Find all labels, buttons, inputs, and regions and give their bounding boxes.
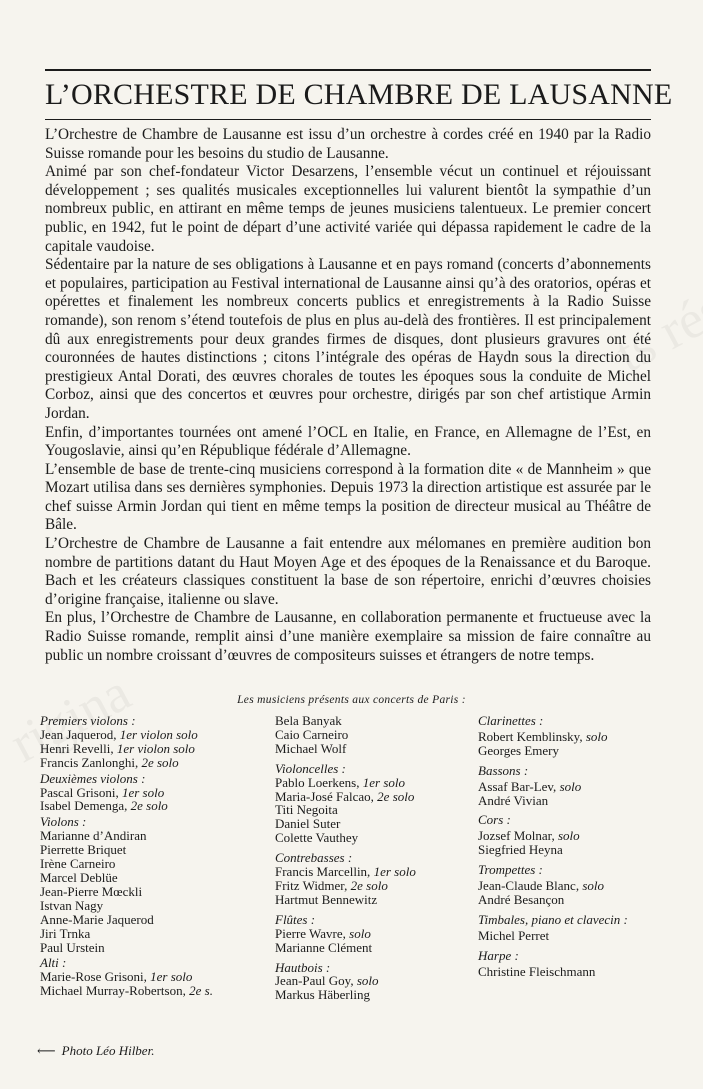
paragraph: L’ensemble de base de trente-cinq musiciens correspond à la formation dite « de Mannheim » que Mozart utilisa dans ses dernières symphonies. Depuis 1973 la direction artistique est assurée par le chef suisse Armin Jordan qui tient en même temps la position de directeur musical au Théâtre de Bâle. [45, 460, 651, 534]
musician-name: Francis Marcellin, [275, 864, 374, 880]
musician-name: Jean-Claude Blanc, [478, 878, 583, 894]
musicians-heading: Les musiciens présents aux concerts de Paris : [237, 694, 466, 706]
musician-name: Michael Wolf [275, 740, 347, 756]
musician [478, 929, 678, 943]
section-title: Trompettes : [478, 862, 543, 878]
musician-name: Markus Häberling [275, 987, 370, 1003]
section-alti-continued [275, 714, 475, 756]
section-hautbois [275, 961, 475, 1003]
musician-name: Assaf Bar-Lev, [478, 778, 560, 794]
musician-role: solo [585, 728, 608, 744]
section-violons [40, 815, 275, 954]
musician [275, 776, 475, 790]
musician-role: 1er violon solo [116, 740, 195, 756]
musician [478, 965, 678, 979]
section-deuxiemes-violons [40, 772, 275, 814]
musician-name: Marie-Rose Grisoni, [40, 969, 151, 985]
section-title: Violons : [40, 814, 87, 830]
musician [275, 831, 475, 845]
musician-name: André Vivian [478, 792, 549, 808]
musician-role: 2e solo [377, 788, 415, 804]
musician-name: Maria-José Falcao, [275, 788, 378, 804]
musician-name: Francis Zanlonghi, [40, 754, 142, 770]
left-arrow-icon: ⟵ [37, 1043, 56, 1058]
musician [478, 879, 678, 893]
musician [275, 988, 475, 1002]
section-title: Deuxièmes violons : [40, 770, 146, 786]
section-violoncelles [275, 762, 475, 845]
musician-role: 1er violon solo [119, 726, 198, 742]
musician [478, 794, 678, 808]
section-title: Timbales, piano et clavecin : [478, 911, 628, 927]
page-title: L’ORCHESTRE DE CHAMBRE DE LAUSANNE [45, 78, 673, 111]
musician [275, 893, 475, 907]
musician [478, 893, 678, 907]
section-cors [478, 813, 678, 857]
section-title: Premiers violons : [40, 713, 136, 728]
musician [40, 728, 275, 742]
musician-role: 1er solo [150, 969, 193, 985]
musician-name: Pierre Wavre, [275, 925, 350, 941]
musician [478, 829, 678, 843]
musician-role: 2e solo [350, 877, 388, 893]
photo-credit [37, 1043, 154, 1059]
musician [40, 742, 275, 756]
musician-name: Jean Jaquerod, [40, 726, 120, 742]
section-title: Cors : [478, 812, 511, 828]
section-alti [40, 956, 275, 998]
paragraph: Sédentaire par la nature de ses obligations à Lausanne et en pays romand (concerts d’abonnements et populaires, participation au Festival international de Lausanne ainsi qu’à des oratorios, opéras et opérettes et finalement les nombreux concerts publics et enregistrements à la Radio Suisse romande), son renom s’étend toutefois de plus en plus au-delà des frontières. Il est principalement dû aux enregistrements pour deux grandes firmes de disques, dont plusieurs gravures ont été couronnées de hautes distinctions ; citons l’intégrale des opéras de Haydn sous la direction du prestigieux Antal Dorati, des œuvres chorales de toutes les époques sous la conduite de Michel Corboz, ainsi que des concertos et œuvres pour orchestre, dirigés par son chef artistique Armin Jordan. [45, 256, 651, 422]
musician-role: solo [582, 878, 604, 894]
musician [40, 786, 275, 800]
musician-name: Anne-Marie Jaquerod [40, 911, 154, 927]
top-rule [45, 69, 651, 71]
section-title: Clarinettes : [478, 713, 544, 728]
musician [275, 941, 475, 955]
musicians-column-3 [478, 714, 678, 979]
musician [275, 879, 475, 893]
title-underline [45, 119, 651, 120]
section-contrebasses [275, 851, 475, 907]
musician-role: solo [558, 828, 580, 844]
section-title: Contrebasses : [275, 850, 353, 866]
section-flutes [275, 913, 475, 955]
musician-name: Pablo Loerkens, [275, 774, 363, 790]
musician [275, 865, 475, 879]
body-text [45, 126, 651, 665]
musician-name: Marcel Deblüe [40, 869, 118, 885]
musician [275, 803, 475, 817]
musician-name: Robert Kemblinsky, [478, 728, 586, 744]
musician-name: Caio Carneiro [275, 726, 349, 742]
musician [275, 927, 475, 941]
musician-name: Hartmut Bennewitz [275, 891, 378, 907]
musician-name: Marianne d’Andiran [40, 828, 147, 844]
photo-credit-text: Photo Léo Hilber. [61, 1043, 155, 1058]
musician-name: Jozsef Molnar, [478, 828, 558, 844]
section-title: Alti : [40, 955, 67, 971]
musician-name: Christine Fleischmann [478, 963, 596, 979]
musician [40, 984, 275, 998]
section-title: Flûtes : [275, 911, 316, 927]
musician-name: Pierrette Briquet [40, 842, 127, 858]
musician-name: Michael Murray-Robertson, [40, 983, 190, 999]
musician-name: Michel Perret [478, 927, 550, 943]
paragraph: L’Orchestre de Chambre de Lausanne est issu d’un orchestre à cordes créé en 1940 par la Radio Suisse romande pour les besoins du studio de Lausanne. [45, 126, 651, 162]
musicians-column-2 [275, 714, 475, 1002]
musician-name: Jean-Pierre Mœckli [40, 883, 143, 899]
musician-name: Siegfried Heyna [478, 842, 563, 858]
section-harpe [478, 949, 678, 979]
musician-name: Pascal Grisoni, [40, 784, 122, 800]
paragraph: L’Orchestre de Chambre de Lausanne a fait entendre aux mélomanes en première audition bon nombre de partitions datant du Haut Moyen Age et des époques de la Renaissance et du Baroque. Bach et les créateurs classiques constituent la base de son répertoire, enrichi d’œuvres choisies d’origine française, italienne ou slave. [45, 535, 651, 608]
section-premiers-violons [40, 714, 275, 770]
section-clarinettes [478, 714, 678, 758]
musician-name: Jean-Paul Goy, [275, 973, 357, 989]
musician [478, 843, 678, 857]
musician-name: Fritz Widmer, [275, 877, 351, 893]
musician [275, 817, 475, 831]
musician [40, 970, 275, 984]
musician-role: 2e solo [141, 754, 179, 770]
musician-role: solo [356, 973, 379, 989]
musician [478, 730, 678, 744]
musician-role: 2e solo [130, 798, 168, 814]
musician-role: 1er solo [373, 864, 416, 880]
section-title: Violoncelles : [275, 760, 346, 776]
musician-name: André Besançon [478, 891, 565, 907]
musician-name: Daniel Suter [275, 816, 341, 832]
musician-role: 1er solo [121, 784, 165, 800]
musician-name: Paul Urstein [40, 939, 105, 955]
paragraph: En plus, l’Orchestre de Chambre de Lausanne, en collaboration permanente et fructueuse avec la Radio Suisse romande, remplit ainsi d’une manière exemplaire sa mission de faire connaître au public un nombre croissant d’œuvres de compositeurs suisses et étrangers de notre temps. [45, 609, 651, 664]
section-title: Hautbois : [275, 959, 331, 975]
musician-role: 2e s. [189, 983, 213, 999]
section-title: Bassons : [478, 762, 529, 778]
musician [478, 744, 678, 758]
musician-name: Jiri Trnka [40, 925, 91, 941]
musician-name: Marianne Clément [275, 939, 373, 955]
musicians-column-1 [40, 714, 275, 998]
musician-role: 1er solo [362, 774, 405, 790]
musician [40, 799, 275, 813]
section-bassons [478, 764, 678, 808]
musician [275, 974, 475, 988]
musician-name: Irène Carneiro [40, 856, 116, 872]
section-trompettes [478, 863, 678, 907]
musician-role: solo [559, 778, 582, 794]
musician-name: Henri Revelli, [40, 740, 117, 756]
musician-role: solo [349, 925, 371, 941]
musician [275, 790, 475, 804]
section-title: Harpe : [478, 947, 519, 963]
musician-name: Georges Emery [478, 742, 559, 758]
musician [478, 780, 678, 794]
musician-name: Bela Banyak [275, 713, 342, 728]
musician-name: Titi Negoita [275, 802, 338, 818]
musician-name: Isabel Demenga, [40, 798, 131, 814]
musician-name: Istvan Nagy [40, 897, 104, 913]
section-timbales-piano-clavecin [478, 913, 678, 943]
musician-name: Colette Vauthey [275, 830, 359, 846]
paragraph: Enfin, d’importantes tournées ont amené l’OCL en Italie, en France, en Allemagne de l’Est, en Yougoslavie, ainsi qu’en République fédérale d’Allemagne. [45, 423, 651, 460]
musician [40, 756, 275, 770]
paragraph: Animé par son chef-fondateur Victor Desarzens, l’ensemble vécut un continuel et réjouissant développement ; ses qualités musicales exceptionnelles lui valurent bientôt la sympathie d’un nombreux public, en attirant en même temps de jeunes musiciens talentueux. Le premier concert public, en 1942, fut le point de départ d’une activité variée qui dépassa rapidement le cadre de la capitale vaudoise. [45, 163, 651, 255]
